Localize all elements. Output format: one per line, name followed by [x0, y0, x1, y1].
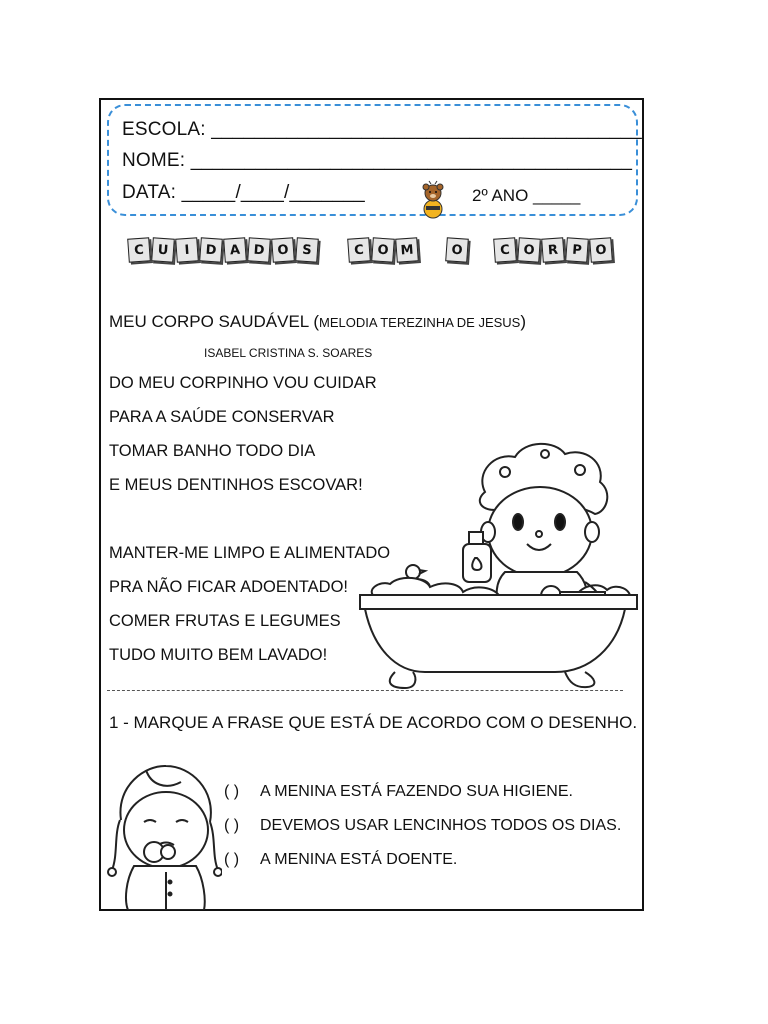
title-letter-tile: O [517, 237, 541, 262]
title-letter-tile: S [295, 237, 319, 262]
option-2[interactable] [224, 817, 621, 835]
title-letter-tile: I [175, 237, 199, 262]
name-field[interactable]: NOME: _________________________________________ [122, 150, 633, 171]
boy-in-bathtub-icon [355, 432, 641, 692]
date-field[interactable]: DATA: _____/____/_______ [122, 182, 365, 203]
title-letter-tile: D [199, 237, 223, 262]
girl-with-tissue-icon [106, 760, 222, 910]
title-letter-tile: O [589, 237, 613, 262]
verse-line: DO MEU CORPINHO VOU CUIDAR [109, 374, 377, 392]
section-divider [107, 690, 623, 691]
option-1[interactable] [224, 783, 573, 801]
verse-line: COMER FRUTAS E LEGUMES [109, 612, 341, 630]
song-title [109, 312, 526, 332]
verse-line: MANTER-ME LIMPO E ALIMENTADO [109, 544, 391, 562]
option-text: A MENINA ESTÁ DOENTE. [260, 851, 458, 868]
option-text: A MENINA ESTÁ FAZENDO SUA HIGIENE. [260, 783, 573, 800]
title-letter-tile: A [223, 237, 247, 262]
song-melody: MELODIA TEREZINHA DE JESUS [319, 315, 521, 330]
title-letter-tile: C [127, 237, 151, 262]
title-letter-tile: O [445, 237, 469, 262]
verse-line: TUDO MUITO BEM LAVADO! [109, 646, 328, 664]
title-letter-tile: C [493, 237, 517, 262]
question-1: 1 - MARQUE A FRASE QUE ESTÁ DE ACORDO COM O DESENHO. [109, 713, 638, 732]
title-letter-tile: O [271, 237, 295, 262]
option-text: DEVEMOS USAR LENCINHOS TODOS OS DIAS. [260, 817, 622, 834]
song-author: ISABEL CRISTINA S. SOARES [204, 346, 373, 360]
verse-line: PARA A SAÚDE CONSERVAR [109, 408, 335, 426]
title-letter-tile: M [395, 237, 419, 262]
option-checkbox[interactable]: ( ) [224, 783, 240, 800]
grade-field[interactable]: 2º ANO _____ [472, 186, 581, 205]
title-letter-tile: D [247, 237, 271, 262]
option-3[interactable] [224, 851, 457, 869]
school-field[interactable]: ESCOLA: ________________________________________ [122, 119, 642, 140]
verse-line: E MEUS DENTINHOS ESCOVAR! [109, 476, 363, 494]
title-letter-tile: R [541, 237, 565, 262]
song-title-text: MEU CORPO SAUDÁVEL ( [109, 312, 320, 331]
title-letter-tile: U [151, 237, 175, 262]
bear-icon [418, 180, 448, 220]
option-checkbox[interactable]: ( ) [224, 817, 240, 834]
title-letter-tile: O [371, 237, 395, 262]
song-title-close: ) [520, 312, 527, 331]
title-letter-tile: P [565, 237, 589, 262]
title-cuidados-com-o-corpo [128, 238, 618, 268]
option-checkbox[interactable]: ( ) [224, 851, 240, 868]
verse-line: TOMAR BANHO TODO DIA [109, 442, 316, 460]
title-letter-tile: C [347, 237, 371, 262]
verse-line: PRA NÃO FICAR ADOENTADO! [109, 578, 348, 596]
